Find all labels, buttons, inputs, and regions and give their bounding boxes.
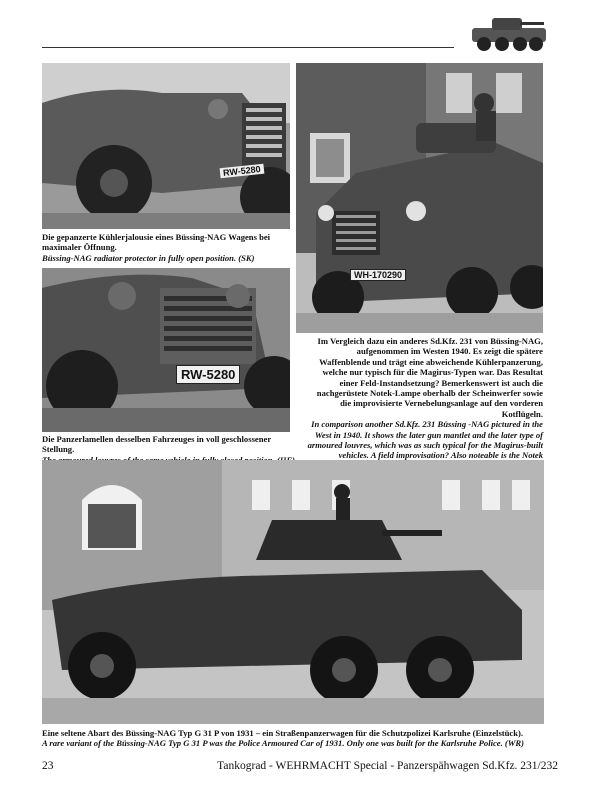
page-number: 23	[42, 760, 54, 772]
caption-sdkfz231-west-en: In comparison another Sd.Kfz. 231 Büssing -NAG pictured in the West in 1940. It shows the later gun mantlet and the later type of armoured louvres, which was as such typical for the Magirus-built vehicles. A field improvisation? Also noteable is the Notek	[307, 419, 543, 461]
header-rule	[42, 47, 454, 48]
photo-louvres-closed	[42, 268, 290, 432]
caption-radiator-open-de: Die gepanzerte Kühlerjalousie eines Büssing-NAG Wagens bei maximaler Öffnung.	[42, 232, 271, 253]
caption-police-armoured-car	[42, 728, 552, 749]
armoured-car-header-icon	[462, 8, 558, 56]
caption-police-armoured-car-de: Eine seltene Abart des Büssing-NAG Typ G 31 P von 1931 – ein Straßenpanzerwagen für die Schutzpolizei Karlsruhe (Einzelstück).	[42, 728, 524, 738]
caption-police-armoured-car-en: A rare variant of the Büssing-NAG Typ G 31 P was the Police Armoured Car of 1931. Only one was built for the Karlsruhe Police. (WR)	[42, 738, 524, 749]
photo-radiator-open	[42, 63, 290, 229]
photo-police-armoured-car	[42, 460, 544, 724]
license-plate: WH-170290	[350, 269, 406, 281]
caption-louvres-closed-de: Die Panzerlamellen desselben Fahrzeuges in voll geschlossener Stellung.	[42, 434, 271, 455]
caption-radiator-open-en: Büssing-NAG radiator protector in fully open position. (SK)	[42, 252, 255, 263]
publication-title: Tankograd - WEHRMACHT Special - Panzerspähwagen Sd.Kfz. 231/232	[217, 760, 558, 772]
license-plate: RW-5280	[176, 365, 240, 384]
caption-radiator-open	[42, 232, 290, 263]
caption-sdkfz231-west-de: Im Vergleich dazu ein anderes Sd.Kfz. 231 von Büssing-NAG, aufgenommen im Westen 1940. Es zeigt die spätere Waffenblende und trägt eine abweichende Kühlerpanzerung, welche nur typisch für die Magirus-Typen war. Das Resultat einer Feld-Instandsetzung? Bemerkenswert ist auch die nachgerüstete Notek-Lampe oberhalb der Scheinwerfer sowie die improvisierte Vernebelungsanlage auf den vorderen Kotflügeln.	[316, 336, 543, 419]
photo-sdkfz231-west	[296, 63, 543, 333]
license-plate: RW-5280	[220, 164, 264, 179]
